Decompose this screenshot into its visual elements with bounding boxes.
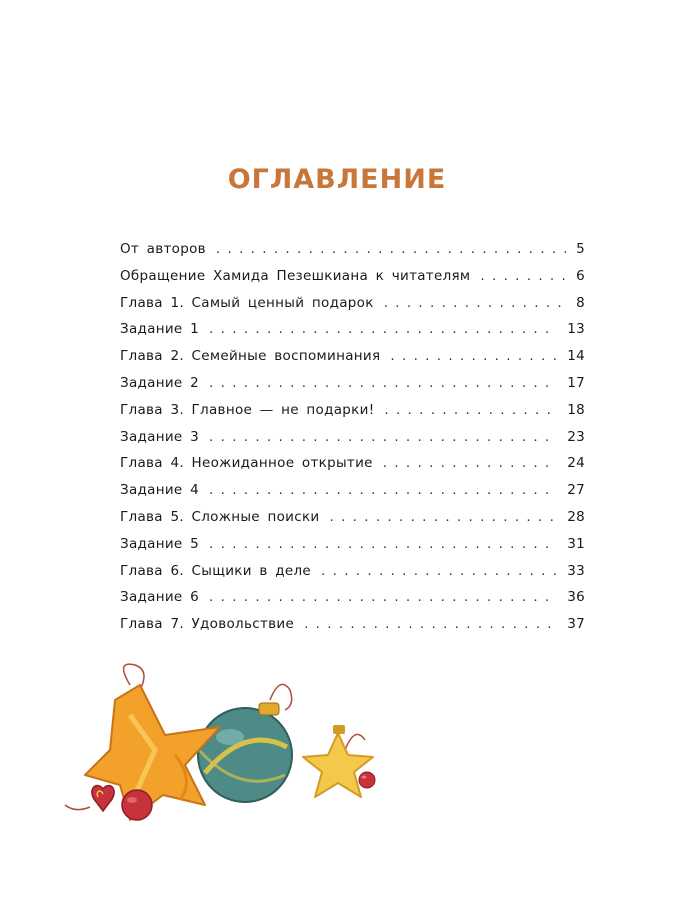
toc-leader [480,268,566,284]
toc-leader [384,295,566,311]
toc-label: Глава 7. Удовольствие [120,616,295,633]
toc-page-number: 37 [567,616,585,633]
page-title: ОГЛАВЛЕНИЕ [227,164,447,195]
toc-label: Глава 1. Самый ценный подарок [120,294,374,311]
toc-page-number: 14 [567,348,585,365]
toc-page-number: 24 [567,455,585,472]
toc-leader [384,402,557,418]
toc-label: Задание 6 [120,589,200,606]
toc-leader [209,375,557,391]
toc-leader [209,482,557,498]
toc-leader [209,589,557,605]
toc-page-number: 23 [567,428,585,445]
toc-leader [216,241,566,257]
toc-row[interactable] [120,536,585,563]
toc-page-number: 18 [567,401,585,418]
toc-page-number: 27 [567,482,585,499]
toc-label: Глава 2. Семейные воспоминания [120,348,381,365]
toc-row[interactable] [120,509,585,536]
toc-label: Глава 3. Главное — не подарки! [120,401,375,418]
toc-page-number: 13 [567,321,585,338]
toc-row[interactable] [120,455,585,482]
toc-leader [304,616,557,632]
toc-label: Обращение Хамида Пезешкиана к читателям [120,267,471,284]
toc-leader [209,536,557,552]
toc-row[interactable] [120,268,585,295]
toc-row[interactable] [120,482,585,509]
toc-label: Задание 1 [120,321,200,338]
toc-row[interactable] [120,429,585,456]
toc-page-number: 33 [567,562,585,579]
toc-leader [390,348,557,364]
toc-row[interactable] [120,375,585,402]
toc-row[interactable] [120,589,585,616]
toc-row[interactable] [120,241,585,268]
toc-label: Задание 2 [120,374,200,391]
toc-leader [383,455,557,471]
toc-leader [321,563,557,579]
toc-row[interactable] [120,321,585,348]
toc-label: Глава 6. Сыщики в деле [120,562,312,579]
toc-label: От авторов [120,241,206,257]
toc-row[interactable] [120,616,585,643]
toc-label: Глава 4. Неожиданное открытие [120,455,373,472]
table-of-contents [120,241,585,643]
toc-label: Задание 5 [120,535,200,552]
toc-page-number: 28 [567,508,585,525]
toc-label: Задание 4 [120,482,200,499]
toc-leader [209,321,557,337]
toc-page-number: 36 [567,589,585,606]
christmas-ornaments-illustration [55,655,395,839]
toc-page-number: 17 [567,374,585,391]
toc-label: Глава 5. Сложные поиски [120,508,320,525]
toc-page-number: 5 [576,241,585,257]
toc-label: Задание 3 [120,428,200,445]
toc-row[interactable] [120,402,585,429]
toc-row[interactable] [120,348,585,375]
toc-page-number: 8 [576,294,585,311]
toc-leader [209,429,557,445]
toc-page-number: 31 [567,535,585,552]
toc-leader [330,509,558,525]
toc-row[interactable] [120,295,585,322]
toc-page-number: 6 [576,267,585,284]
toc-row[interactable] [120,563,585,590]
